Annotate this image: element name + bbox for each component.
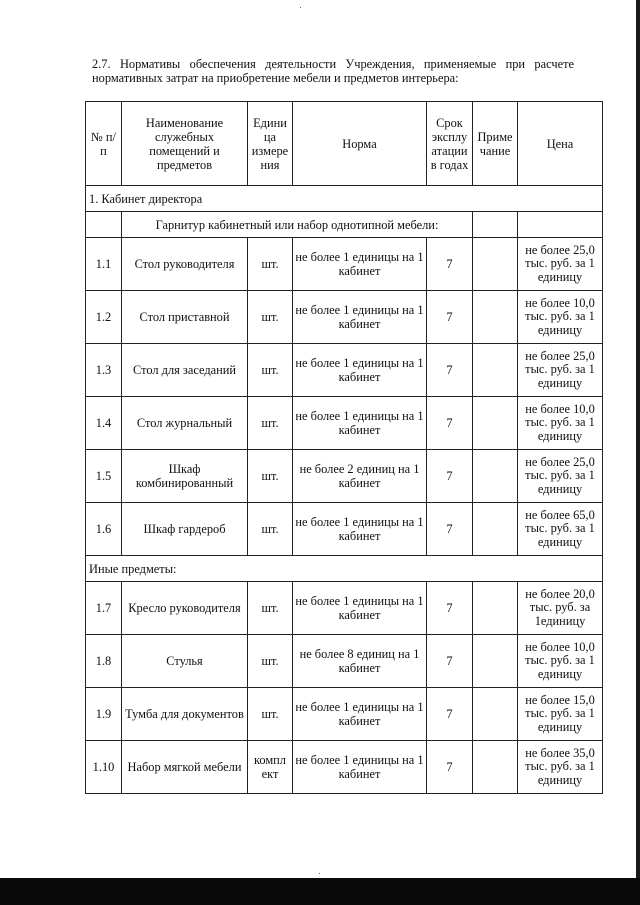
cell-term: 7: [427, 450, 473, 503]
table-header-row: [86, 102, 603, 186]
cell-name: Стулья: [122, 635, 248, 688]
cell-price: не более 25,0 тыс. руб. за 1 единицу: [518, 344, 603, 397]
cell-norm: не более 1 единицы на 1 кабинет: [293, 503, 427, 556]
cell-norm: не более 1 единицы на 1 кабинет: [293, 344, 427, 397]
cell-name: Стол для заседаний: [122, 344, 248, 397]
scan-speck: [300, 7, 301, 8]
cell-unit: шт.: [248, 450, 293, 503]
table-row: [86, 503, 603, 556]
table-row: [86, 635, 603, 688]
cell-num: 1.3: [86, 344, 122, 397]
table-row: [86, 688, 603, 741]
cell-name: Шкаф комбинированный: [122, 450, 248, 503]
header-term: Срок эксплу атации в годах: [427, 102, 473, 186]
header-unit: Едини ца измере ния: [248, 102, 293, 186]
scan-right-edge: [636, 0, 640, 880]
cell-name: Кресло руководителя: [122, 582, 248, 635]
cell-note: [473, 344, 518, 397]
empty-cell: [473, 212, 518, 238]
header-name: Наименование служебных помещений и предметов: [122, 102, 248, 186]
cell-note: [473, 741, 518, 794]
scan-speck: [319, 873, 320, 874]
section-title: 1. Кабинет директора: [86, 186, 603, 212]
cell-term: 7: [427, 741, 473, 794]
cell-price: не более 10,0 тыс. руб. за 1 единицу: [518, 291, 603, 344]
cell-norm: не более 1 единицы на 1 кабинет: [293, 397, 427, 450]
empty-cell: [86, 212, 122, 238]
cell-note: [473, 450, 518, 503]
table-row: [86, 450, 603, 503]
cell-price: не более 25,0 тыс. руб. за 1 единицу: [518, 450, 603, 503]
table-row: [86, 741, 603, 794]
cell-num: 1.8: [86, 635, 122, 688]
cell-price: не более 10,0 тыс. руб. за 1 единицу: [518, 397, 603, 450]
cell-unit: шт.: [248, 291, 293, 344]
cell-name: Стол журнальный: [122, 397, 248, 450]
cell-price: не более 35,0 тыс. руб. за 1 единицу: [518, 741, 603, 794]
cell-norm: не более 2 единиц на 1 кабинет: [293, 450, 427, 503]
cell-unit: шт.: [248, 344, 293, 397]
cell-name: Тумба для документов: [122, 688, 248, 741]
subsection-row: [86, 212, 603, 238]
section-row: [86, 186, 603, 212]
table-row: [86, 291, 603, 344]
section-row: [86, 556, 603, 582]
cell-unit: шт.: [248, 688, 293, 741]
cell-norm: не более 1 единицы на 1 кабинет: [293, 582, 427, 635]
section-heading: [92, 57, 574, 85]
cell-term: 7: [427, 291, 473, 344]
cell-price: не более 15,0 тыс. руб. за 1 единицу: [518, 688, 603, 741]
cell-num: 1.5: [86, 450, 122, 503]
header-price: Цена: [518, 102, 603, 186]
cell-name: Набор мягкой мебели: [122, 741, 248, 794]
cell-note: [473, 582, 518, 635]
cell-term: 7: [427, 582, 473, 635]
cell-norm: не более 1 единицы на 1 кабинет: [293, 291, 427, 344]
cell-term: 7: [427, 344, 473, 397]
cell-name: Шкаф гардероб: [122, 503, 248, 556]
cell-num: 1.6: [86, 503, 122, 556]
table-row: [86, 238, 603, 291]
cell-unit: шт.: [248, 635, 293, 688]
cell-note: [473, 688, 518, 741]
cell-unit: шт.: [248, 397, 293, 450]
cell-norm: не более 1 единицы на 1 кабинет: [293, 688, 427, 741]
section-title: Иные предметы:: [86, 556, 603, 582]
cell-norm: не более 8 единиц на 1 кабинет: [293, 635, 427, 688]
cell-unit: шт.: [248, 238, 293, 291]
cell-note: [473, 397, 518, 450]
empty-cell: [518, 212, 603, 238]
header-note: Приме чание: [473, 102, 518, 186]
cell-num: 1.2: [86, 291, 122, 344]
table-row: [86, 582, 603, 635]
scan-bottom-band: [0, 878, 640, 905]
cell-norm: не более 1 единицы на 1 кабинет: [293, 238, 427, 291]
table-row: [86, 344, 603, 397]
cell-num: 1.9: [86, 688, 122, 741]
cell-name: Стол приставной: [122, 291, 248, 344]
cell-price: не более 65,0 тыс. руб. за 1 единицу: [518, 503, 603, 556]
cell-note: [473, 503, 518, 556]
header-num: № п/п: [86, 102, 122, 186]
cell-price: не более 25,0 тыс. руб. за 1 единицу: [518, 238, 603, 291]
cell-note: [473, 238, 518, 291]
cell-unit: шт.: [248, 503, 293, 556]
cell-num: 1.10: [86, 741, 122, 794]
cell-price: не более 20,0 тыс. руб. за 1единицу: [518, 582, 603, 635]
header-norm: Норма: [293, 102, 427, 186]
cell-num: 1.7: [86, 582, 122, 635]
cell-term: 7: [427, 503, 473, 556]
cell-note: [473, 291, 518, 344]
cell-unit: компл ект: [248, 741, 293, 794]
cell-note: [473, 635, 518, 688]
norms-table: [85, 101, 603, 794]
cell-price: не более 10,0 тыс. руб. за 1 единицу: [518, 635, 603, 688]
subsection-title: Гарнитур кабинетный или набор однотипной мебели:: [122, 212, 473, 238]
cell-norm: не более 1 единицы на 1 кабинет: [293, 741, 427, 794]
table-row: [86, 397, 603, 450]
cell-unit: шт.: [248, 582, 293, 635]
cell-num: 1.4: [86, 397, 122, 450]
cell-name: Стол руководителя: [122, 238, 248, 291]
heading-line-1: 2.7. Нормативы обеспечения деятельности Учреждения, применяемые при расчете: [92, 57, 574, 71]
cell-term: 7: [427, 688, 473, 741]
cell-term: 7: [427, 238, 473, 291]
cell-term: 7: [427, 397, 473, 450]
heading-line-2: нормативных затрат на приобретение мебели и предметов интерьера:: [92, 71, 459, 85]
cell-term: 7: [427, 635, 473, 688]
cell-num: 1.1: [86, 238, 122, 291]
